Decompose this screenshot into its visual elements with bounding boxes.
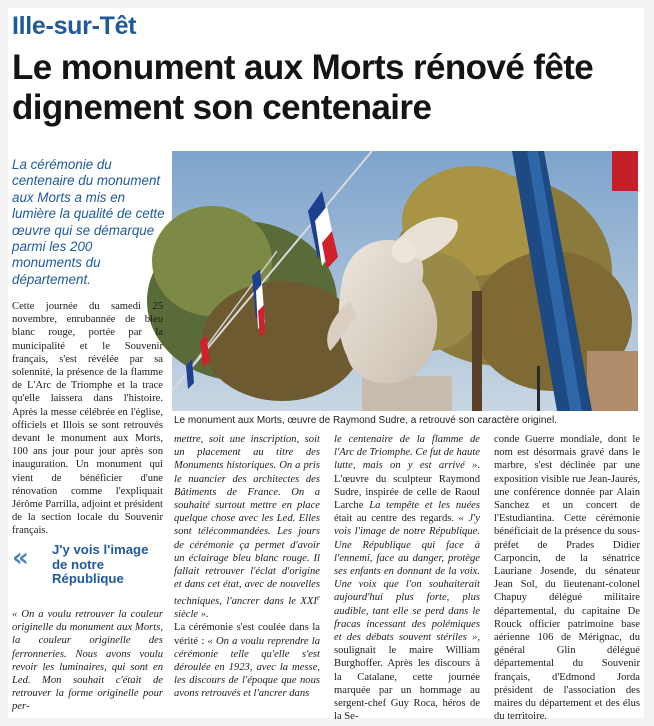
artwork-title: La tempête et les nuées — [369, 500, 480, 512]
article-rubric: Ille-sur-Têt — [12, 12, 137, 40]
body-column-1-continued — [12, 608, 163, 714]
quote-text: « J'y vois l'image de notre République. Une République qui face à l'ennemi, face au danger, protège ses enfants en donnant de la voix. Une voix que l'on souhaiterait aujourd'hui plus forte, plus audible, tant elle se perd dans le fracas incessant des polémiques et des débats souvent stériles », — [334, 513, 480, 644]
article-headline: Le monument aux Morts rénové fête dignement son centenaire — [12, 48, 594, 127]
body-paragraph — [334, 433, 480, 723]
quote-text-end: siècle ». — [174, 609, 209, 621]
quote-text: mettre, soit une inscription, soit un placement au titre des Monuments historiques. On a pris le nuancier des architectes des Bâtiments de France. On a souhaité surtout mettre en place quelque chose avec les Led. Elles sont télécommandées. Les jours de cérémonie ça permet d'avoir un éclairage bleu blanc rouge. Il fallait retrouver l'éclat d'origine et dans cet état, avec de nouvelles techniques, l'ancrer dans le XXI — [174, 434, 320, 607]
photo-caption: Le monument aux Morts, œuvre de Raymond Sudre, a retrouvé son caractère originel. — [174, 415, 557, 426]
body-text: L'œuvre du sculpteur Raymond Sudre, inspirée de celle de Raoul Larche — [334, 473, 480, 512]
body-text: soulignait le maire William Burghoffer. Après les discours à la Catalane, cette journée marquée par un hommage au sergent-chef Guy Roca, héros de la Se- — [334, 645, 480, 723]
quote-text: le centenaire de la flamme de l'Arc de Triomphe. Ce fut de haute lutte, mais on y est arrivé ». — [334, 434, 480, 472]
double-left-angle-quote-icon: « — [12, 543, 29, 573]
century-superscript: e — [316, 593, 320, 602]
body-column-3 — [334, 433, 480, 723]
body-paragraph — [174, 621, 320, 700]
body-paragraph: Cette journée du samedi 25 novembre, enrubannée de bleu blanc rouge, portée par la municipalité et le Souvenir français, s'est révélée par sa solennité, la présence de la flamme de L'Arc de Triomphe et la trace qu'elle laissera dans l'histoire. Après la messe célébrée en l'église, officiels et Illois se sont retrouvés devant le monument aux Morts, 100 ans jour pour jour après son inauguration. Un monument qui vient de bénéficier d'une rénovation comme l'expliquait Jérôme Parrilla, adjoint et président de la section locale du Souvenir français. — [12, 301, 163, 537]
monument-illustration — [172, 151, 638, 411]
quote-text: « On a voulu reprendre la cérémonie telle qu'elle s'est déroulée en 1923, avec la messe, les discours de l'époque que nous avons retrouvés et l'ancrer dans — [174, 635, 320, 700]
article-standfirst: La cérémonie du centenaire du monument aux Morts a mis en lumière la qualité de cette œuvre qui se démarque parmi les 200 monuments du département. — [12, 157, 165, 287]
quote-text: « On a voulu retrouver la couleur originelle du monument aux Morts, la couleur originelle des ferronneries. Nous avons voulu revoir les luminaires, qui sont en Led. Mon souhait c'était de retrouver la forme originelle pour per- — [12, 609, 163, 713]
body-column-4 — [494, 433, 640, 723]
body-column-1 — [12, 300, 163, 536]
body-paragraph — [174, 433, 320, 621]
monument-photo — [172, 151, 638, 411]
body-column-2 — [174, 433, 320, 715]
body-paragraph: conde Guerre mondiale, dont le nom est désormais gravé dans le marbre, s'est déclinée par une exposition visible rue Jean-Jaurés, une conférence donnée par Alain Sanchez et un concert de l'Estudiantina. Cette cérémonie bénéficiait de la présence du sous-préfet de Prades Didier Carponcin, de la sénatrice Lauriane Josende, du sénateur Jean Sol, du lieutenant-colonel Chapuy délégué militaire départemental, du capitaine De Rouck officier patrimoine base aérienne 106 de Mérignac, du général Glin délégué départemental du Souvenir français, d'Edmond Jorda président de l'association des maires du département et des élus du territoire. — [494, 434, 640, 723]
body-text: était au centre des regards. — [334, 513, 459, 525]
body-text: La cérémonie s'est coulée dans la vérité : — [174, 622, 320, 647]
body-paragraph — [12, 608, 163, 714]
pull-quote — [12, 543, 164, 598]
pull-quote-text: J'y vois l'image de notre République — [52, 542, 149, 587]
article-page — [8, 8, 644, 723]
